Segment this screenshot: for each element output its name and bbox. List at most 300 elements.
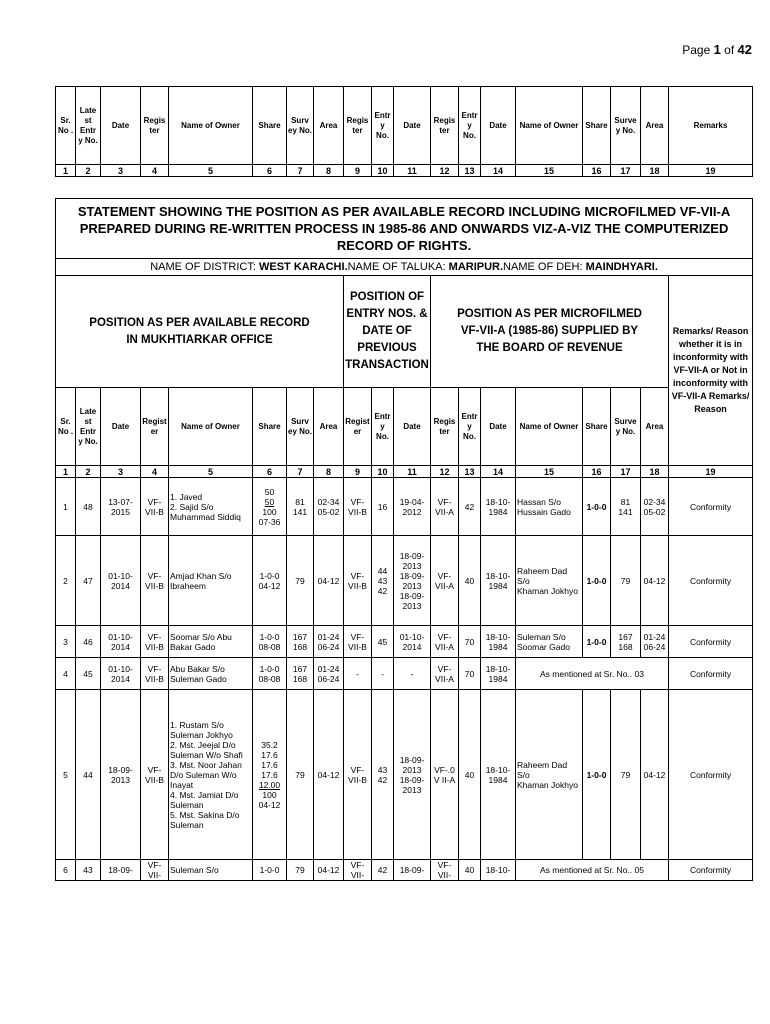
owner-name-line: 5. Mst. Sakina D/o (170, 809, 240, 820)
mf-area-line: 04-12 (643, 575, 666, 586)
share-line: 04-12 (258, 799, 281, 810)
mf-survey-no-line: 167 (618, 631, 633, 642)
prev-date (394, 626, 431, 658)
mf-owner-name (516, 690, 583, 860)
mf-owner-name-line: Khaman Jokhyo (517, 585, 578, 596)
column-number: 6 (253, 466, 287, 478)
column-header: Regist er (344, 388, 372, 466)
mf-survey-no (611, 626, 641, 658)
column-header: Name of Owner (516, 388, 583, 466)
main-header-row (56, 388, 753, 466)
share-line: 100 (262, 506, 277, 517)
survey-no-line: 81 (295, 496, 305, 507)
entry-date: 18-09- (101, 860, 141, 881)
owner-name (169, 658, 253, 690)
prev-date-line: 2013 (402, 560, 422, 571)
column-header: Surv ey No. (287, 87, 314, 165)
mf-survey-no (611, 690, 641, 860)
mf-date: 18-10-1984 (481, 478, 516, 536)
owner-name-line: Suleman (170, 799, 204, 810)
prev-entry-no-line: 42 (377, 865, 388, 875)
mf-area-line: 05-02 (643, 506, 666, 517)
survey-no-line: 167 (292, 631, 308, 642)
mf-register: VF-VII-A (431, 478, 459, 536)
area-line: 04-12 (317, 575, 340, 586)
column-number: 11 (394, 165, 431, 177)
entry-date: 01-10-2014 (101, 536, 141, 626)
entry-date: 01-10-2014 (101, 626, 141, 658)
column-number: 7 (287, 466, 314, 478)
prev-entry-no-line: 16 (377, 501, 388, 512)
column-number: 16 (583, 466, 611, 478)
section-microfilmed: POSITION AS PER MICROFILMED VF-VII-A (1985-86) SUPPLIED BY THE BOARD OF REVENUE (431, 276, 669, 388)
owner-name-line: Suleman (170, 819, 204, 830)
column-header: Date (481, 87, 516, 165)
prev-entry-no (372, 536, 394, 626)
column-header: Date (481, 388, 516, 466)
column-header: Entr y No. (459, 87, 481, 165)
mf-note: As mentioned at Sr. No.. 05 (516, 860, 669, 881)
share-line: 1-0-0 (259, 663, 280, 674)
mf-owner-name (516, 536, 583, 626)
column-header: Sr. No . (56, 388, 76, 466)
remarks: Conformity (669, 536, 753, 626)
share-line: 08-08 (258, 641, 281, 652)
prev-date-line: 19-04- (399, 496, 425, 507)
prev-register: VF-VII-B (344, 536, 372, 626)
column-header: Late st Entr y No. (76, 388, 101, 466)
owner-name-line: Soomar S/o Abu (170, 631, 232, 642)
owner-name (169, 536, 253, 626)
share-line: 1-0-0 (259, 631, 280, 642)
mf-owner-name-line: Soomar Gado (517, 641, 570, 652)
column-header: Date (394, 87, 431, 165)
area (314, 626, 344, 658)
column-header: Late st Entr y No. (76, 87, 101, 165)
column-header: Sr. No . (56, 87, 76, 165)
sr-no: 2 (56, 536, 76, 626)
survey-no (287, 478, 314, 536)
share (253, 626, 287, 658)
column-number: 12 (431, 466, 459, 478)
mf-area (641, 536, 669, 626)
owner-name-line: 4. Mst. Jamiat D/o (170, 789, 239, 800)
table-row (56, 626, 753, 658)
survey-no (287, 536, 314, 626)
mf-area (641, 690, 669, 860)
survey-no-line: 79 (295, 865, 305, 875)
prev-date-line: 18-09- (399, 754, 425, 765)
owner-name-line: Bakar Gado (170, 641, 216, 652)
share-line: 17.6 (261, 769, 278, 780)
mf-area-line: 02-34 (643, 496, 666, 507)
share-line: 12.00 (258, 779, 281, 790)
prev-date-line: 18-09- (399, 550, 425, 561)
column-number: 14 (481, 165, 516, 177)
owner-name-line: Suleman W/o Shafi (170, 749, 243, 760)
survey-no-line: 141 (292, 506, 308, 517)
share (253, 860, 287, 881)
column-number: 3 (101, 165, 141, 177)
owner-name (169, 478, 253, 536)
area (314, 690, 344, 860)
main-column-number-row (56, 466, 753, 478)
owner-name-line: Abu Bakar S/o (170, 663, 225, 674)
column-header: Name of Owner (169, 87, 253, 165)
mf-share: 1-0-0 (583, 536, 611, 626)
prev-date (394, 658, 431, 690)
owner-name-line: Inayat (170, 779, 194, 790)
owner-name (169, 690, 253, 860)
district-line: NAME OF DISTRICT: WEST KARACHI.NAME OF TALUKA: MARIPUR.NAME OF DEH: MAINDHYARI. (56, 259, 753, 276)
owner-name-line: 1. Rustam S/o (170, 719, 224, 730)
prev-entry-no (372, 658, 394, 690)
share (253, 690, 287, 860)
column-header: Area (314, 87, 344, 165)
section-previous: POSITION OF ENTRY NOS. & DATE OF PREVIOUS TRANSACTION (344, 276, 431, 388)
record-rows (56, 478, 753, 881)
column-number: 8 (314, 466, 344, 478)
mf-survey-no-line: 79 (620, 769, 631, 780)
prev-date-line: 01-10- (399, 631, 425, 642)
column-header: Name of Owner (516, 87, 583, 165)
share (253, 658, 287, 690)
column-number: 1 (56, 165, 76, 177)
mf-survey-no (611, 478, 641, 536)
column-number: 15 (516, 165, 583, 177)
prev-entry-no-line: 42 (377, 585, 388, 596)
column-number: 17 (611, 466, 641, 478)
entry-no: 48 (76, 478, 101, 536)
mf-survey-no (611, 536, 641, 626)
prev-date-line: 18-09- (399, 590, 425, 601)
owner-name-line: 3. Mst. Noor Jahan (170, 759, 242, 770)
entry-date: 13-07-2015 (101, 478, 141, 536)
column-number: 10 (372, 466, 394, 478)
entry-no: 47 (76, 536, 101, 626)
column-number: 9 (344, 165, 372, 177)
column-header: Share (253, 87, 287, 165)
column-number: 11 (394, 466, 431, 478)
column-header: Entr y No. (372, 388, 394, 466)
column-number: 6 (253, 165, 287, 177)
mf-share: 1-0-0 (583, 690, 611, 860)
column-header: Entr y No. (372, 87, 394, 165)
column-header: Surv ey No. (287, 388, 314, 466)
section-mukhtiarkar: POSITION AS PER AVAILABLE RECORD IN MUKHTIARKAR OFFICE (56, 276, 344, 388)
column-header: Date (101, 388, 141, 466)
share-line: 04-12 (258, 580, 281, 591)
column-header: Regis ter (431, 388, 459, 466)
column-header: Surve y No. (611, 388, 641, 466)
mf-entry-no: 42 (459, 478, 481, 536)
column-header: Date (101, 87, 141, 165)
share (253, 478, 287, 536)
table-row (56, 860, 753, 881)
area-line: 05-02 (317, 506, 340, 517)
mf-entry-no: 40 (459, 860, 481, 881)
column-number: 2 (76, 165, 101, 177)
mf-register: VF-VII- (431, 860, 459, 881)
column-number: 4 (141, 165, 169, 177)
survey-no (287, 690, 314, 860)
prev-date-line: 18-09- (399, 774, 425, 785)
column-header: Name of Owner (169, 388, 253, 466)
column-number: 13 (459, 165, 481, 177)
area (314, 536, 344, 626)
mf-area-line: 04-12 (643, 769, 666, 780)
mf-entry-no: 40 (459, 690, 481, 860)
remarks: Conformity (669, 478, 753, 536)
prev-entry-no-line: 43 (377, 575, 388, 586)
entry-date: 18-09-2013 (101, 690, 141, 860)
column-number: 4 (141, 466, 169, 478)
share-line: 07-36 (258, 516, 281, 527)
mf-survey-no-line: 168 (618, 641, 633, 652)
owner-name-line: Suleman Jokhyo (170, 729, 233, 740)
prev-register: VF-VII-B (344, 626, 372, 658)
owner-name-line: Muhammad Siddiq (170, 511, 241, 522)
column-header: Regis ter (431, 87, 459, 165)
mf-date: 18-10-1984 (481, 658, 516, 690)
owner-name (169, 860, 253, 881)
mf-date: 18-10- (481, 860, 516, 881)
share-line: 50 (264, 496, 275, 507)
column-header: Share (583, 388, 611, 466)
header-row (56, 87, 753, 165)
area-line: 01-24 (317, 631, 340, 642)
entry-no: 45 (76, 658, 101, 690)
column-header: Entr y No. (459, 388, 481, 466)
survey-no-line: 167 (292, 663, 308, 674)
register: VF-VII-B (141, 690, 169, 860)
prev-register: VF-VII-B (344, 478, 372, 536)
mf-date: 18-10-1984 (481, 626, 516, 658)
owner-name-line: 2. Mst. Jeejal D/o (170, 739, 236, 750)
column-header: Remarks (669, 87, 753, 165)
table-row (56, 478, 753, 536)
mf-entry-no: 40 (459, 536, 481, 626)
owner-name (169, 626, 253, 658)
column-number: 18 (641, 165, 669, 177)
column-header: Date (394, 388, 431, 466)
register: VF-VII-B (141, 626, 169, 658)
area-line: 06-24 (317, 641, 340, 652)
mf-register: VF-VII-A (431, 536, 459, 626)
statement-table (55, 198, 753, 881)
area-line: 04-12 (317, 769, 340, 780)
mf-owner-name-line: Hussain Gado (517, 506, 571, 517)
register: VF-VII-B (141, 536, 169, 626)
prev-entry-no (372, 690, 394, 860)
column-number: 14 (481, 466, 516, 478)
column-number: 5 (169, 165, 253, 177)
survey-no-line: 79 (295, 769, 305, 780)
prev-entry-no-line: - (381, 668, 384, 679)
mf-area-line: 01-24 (643, 631, 666, 642)
entry-no: 44 (76, 690, 101, 860)
mf-date: 18-10-1984 (481, 536, 516, 626)
page-number: Page 1 of 42 (682, 42, 752, 57)
share-line: 1-0-0 (259, 865, 280, 875)
column-number: 17 (611, 165, 641, 177)
owner-name-line: Suleman Gado (170, 673, 227, 684)
mf-share: 1-0-0 (583, 478, 611, 536)
column-number: 10 (372, 165, 394, 177)
column-number: 15 (516, 466, 583, 478)
mf-owner-name-line: Hassan S/o (517, 496, 561, 507)
area-line: 02-34 (317, 496, 340, 507)
owner-name-line: Amjad Khan S/o (170, 570, 232, 581)
survey-no-line: 168 (292, 673, 308, 684)
prev-register: VF-VII-B (344, 690, 372, 860)
column-number: 19 (669, 165, 753, 177)
mf-owner-name-line: Khaman Jokhyo (517, 779, 578, 790)
mf-register: VF-.0V II-A (431, 690, 459, 860)
prev-date-line: 2013 (402, 600, 422, 611)
section-remarks: Remarks/ Reason whether it is in inconformity with VF-VII-A or Not in inconformity with VF-VII-A Remarks/ Reason (669, 276, 753, 466)
column-header: Regist er (141, 388, 169, 466)
column-number: 2 (76, 466, 101, 478)
column-number: 1 (56, 466, 76, 478)
mf-register: VF-VII-A (431, 658, 459, 690)
mf-note: As mentioned at Sr. No.. 03 (516, 658, 669, 690)
prev-date (394, 478, 431, 536)
column-number: 13 (459, 466, 481, 478)
share-line: 17.6 (261, 759, 278, 770)
mf-entry-no: 70 (459, 658, 481, 690)
prev-entry-no (372, 626, 394, 658)
column-number: 12 (431, 165, 459, 177)
column-header: Share (253, 388, 287, 466)
mf-survey-no-line: 79 (620, 575, 631, 586)
column-header: Surve y No. (611, 87, 641, 165)
register: VF-VII- (141, 860, 169, 881)
prev-date (394, 690, 431, 860)
prev-date-line: 2013 (402, 580, 422, 591)
share-line: 17.6 (261, 749, 278, 760)
mf-owner-name (516, 478, 583, 536)
register: VF-VII-B (141, 658, 169, 690)
column-header: Area (314, 388, 344, 466)
area-line: 06-24 (317, 673, 340, 684)
prev-entry-no-line: 42 (377, 774, 388, 785)
survey-no-line: 79 (295, 575, 305, 586)
table-row (56, 536, 753, 626)
prev-register: - (344, 658, 372, 690)
share-line: 1-0-0 (259, 570, 280, 581)
column-number: 7 (287, 165, 314, 177)
mf-entry-no: 70 (459, 626, 481, 658)
mf-area-line: 06-24 (643, 641, 666, 652)
prev-register: VF-VII- (344, 860, 372, 881)
share-line: 35.2 (261, 739, 278, 750)
prev-date-line: - (410, 668, 414, 679)
survey-no-line: 168 (292, 641, 308, 652)
sr-no: 3 (56, 626, 76, 658)
column-header: Area (641, 87, 669, 165)
prev-entry-no (372, 860, 394, 881)
table-row (56, 690, 753, 860)
column-header: Area (641, 388, 669, 466)
remarks: Conformity (669, 658, 753, 690)
mf-survey-no-line: 141 (618, 506, 633, 517)
prev-entry-no-line: 43 (377, 764, 388, 775)
prev-date-line: 18-09- (399, 865, 425, 875)
column-number: 16 (583, 165, 611, 177)
prev-entry-no-line: 44 (377, 565, 388, 576)
column-number: 5 (169, 466, 253, 478)
owner-name-line: D/o Suleman W/o (170, 769, 237, 780)
survey-no (287, 860, 314, 881)
prev-date-line: 18-09- (399, 570, 425, 581)
mf-owner-name-line: Raheem Dad S/o (517, 565, 568, 586)
sr-no: 6 (56, 860, 76, 881)
owner-name-line: 1. Javed (170, 491, 203, 502)
area-line: 01-24 (317, 663, 340, 674)
share-line: 50 (264, 486, 275, 497)
statement-title: STATEMENT SHOWING THE POSITION AS PER AVAILABLE RECORD INCLUDING MICROFILMED VF-VII-A PREPARED DURING RE-WRITTEN PROCESS IN 1985-86 AND ONWARDS VIZ-A-VIZ THE COMPUTERIZED RECORD OF RIGHTS. (56, 199, 753, 259)
mf-area (641, 626, 669, 658)
share (253, 536, 287, 626)
sr-no: 1 (56, 478, 76, 536)
survey-no (287, 658, 314, 690)
column-header: Regis ter (141, 87, 169, 165)
prev-date-line: 2012 (402, 506, 422, 517)
mf-share: 1-0-0 (583, 626, 611, 658)
mf-survey-no-line: 81 (620, 496, 631, 507)
mf-area (641, 478, 669, 536)
entry-no: 43 (76, 860, 101, 881)
remarks: Conformity (669, 860, 753, 881)
share-line: 08-08 (258, 673, 281, 684)
remarks: Conformity (669, 626, 753, 658)
owner-name-line: Ibraheem (170, 580, 206, 591)
owner-name-line: 2. Sajid S/o (170, 501, 214, 512)
remarks: Conformity (669, 690, 753, 860)
area (314, 478, 344, 536)
survey-no (287, 626, 314, 658)
sr-no: 4 (56, 658, 76, 690)
entry-date: 01-10-2014 (101, 658, 141, 690)
column-number-row (56, 165, 753, 177)
column-number: 8 (314, 165, 344, 177)
owner-name-line: Suleman S/o (170, 865, 219, 875)
column-header: Regis ter (344, 87, 372, 165)
prev-date (394, 860, 431, 881)
register: VF-VII-B (141, 478, 169, 536)
prev-date (394, 536, 431, 626)
column-number: 9 (344, 466, 372, 478)
mf-register: VF-VII-A (431, 626, 459, 658)
area (314, 658, 344, 690)
mf-owner-name-line: Raheem Dad S/o (517, 759, 568, 780)
column-header: Share (583, 87, 611, 165)
prev-date-line: 2013 (402, 784, 422, 795)
share-line: 100 (262, 789, 277, 800)
prev-date-line: 2013 (402, 764, 422, 775)
area-line: 04-12 (317, 865, 340, 875)
column-number: 3 (101, 466, 141, 478)
table-row (56, 658, 753, 690)
area (314, 860, 344, 881)
prev-date-line: 2014 (402, 641, 422, 652)
column-number: 18 (641, 466, 669, 478)
entry-no: 46 (76, 626, 101, 658)
sr-no: 5 (56, 690, 76, 860)
mf-owner-name-line: Suleman S/o (517, 631, 566, 642)
prev-entry-no-line: 45 (377, 636, 388, 647)
